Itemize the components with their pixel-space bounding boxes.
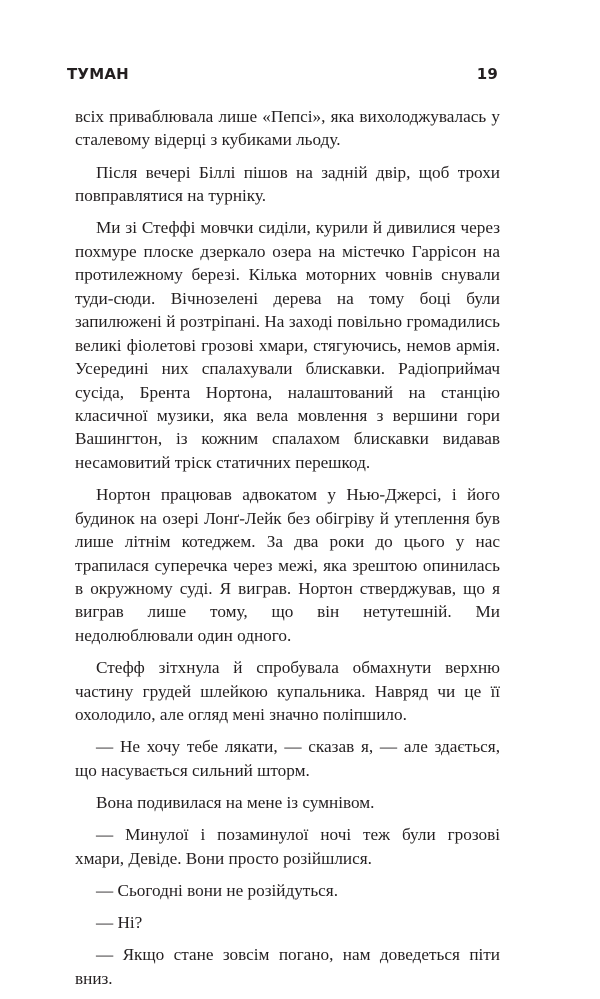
dialogue-line: — Якщо стане зовсім погано, нам доведеться піти вниз. [75, 945, 500, 988]
dialogue-line: — Сьогодні вони не розійдуться. [96, 880, 338, 900]
dialogue-line: — Ні? [96, 913, 143, 933]
paragraph: Після вечері Біллі пішов на задній двір, щоб трохи повправлятися на турніку. [75, 162, 500, 206]
paragraph: Нортон працював адвокатом у Нью-Джерсі, і його будинок на озері Лонґ-Лейк без обігріву й утеплення був лише літнім котеджем. За два роки до цього у нас трапилася суперечка через межі, яка зрештою опинилась в окружному суді. Я виграв. Нортон стверджував, що я виграв лише тому, що він нетутешній. Ми недолюблювали один одного. [75, 485, 500, 645]
dialogue-line: — Не хочу тебе лякати, — сказав я, — але здається, що насувається сильний шторм. [75, 737, 500, 780]
dialogue-line: — Минулої і позаминулої ночі теж були грозові хмари, Девіде. Вони просто розійшлися. [75, 825, 500, 868]
chapter-title: ТУМАН [67, 65, 129, 83]
paragraph-continued: всіх приваблювала лише «Пепсі», яка вихолоджувалась у сталевому відерці з кубиками льоду. [75, 107, 500, 150]
running-head [67, 62, 498, 86]
page-number: 19 [476, 65, 498, 83]
body-text [75, 105, 500, 999]
paragraph: Стефф зітхнула й спробувала обмахнути верхню частину грудей шлейкою купальника. Навряд чи це її охолодило, але огляд мені значно поліпшило. [75, 658, 500, 725]
paragraph: Ми зі Стеффі мовчки сиділи, курили й дивилися через похмуре плоске дзеркало озера на містечко Гаррісон на протилежному березі. Кілька моторних човнів снували туди-сюди. Вічнозелені дерева на тому боці були запилюжені й розтріпані. На заході повільно громадились великі фіолетові грозові хмари, стягуючись, немов армія. Усередині них спалахували блискавки. Радіоприймач сусіда, Брента Нортона, налаштований на станцію класичної музики, яка вела мовлення з вершини гори Вашингтон, із кожним спалахом блискавки видавав несамовитий тріск статичних перешкод. [75, 218, 500, 472]
paragraph: Вона подивилася на мене із сумнівом. [96, 793, 375, 813]
